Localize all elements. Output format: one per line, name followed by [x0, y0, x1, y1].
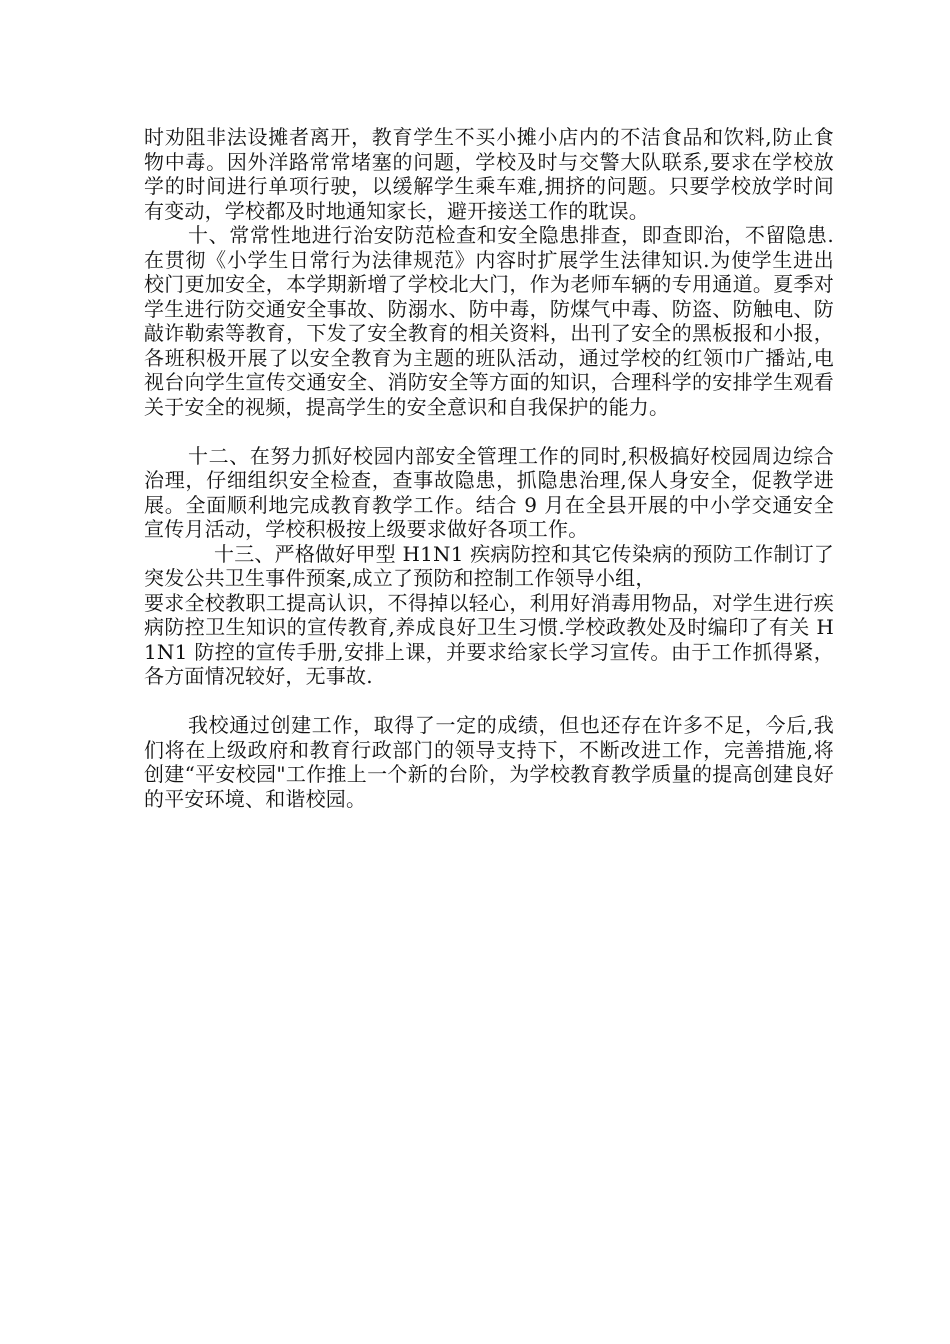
paragraph-conclusion: 我校通过创建工作，取得了一定的成绩，但也还存在许多不足，今后,我们将在上级政府和教育行政部门的领导支持下，不断改进工作，完善措施,将创建“平安校园"工作推上一个新的台阶，为学校教育教学质量的提高创建良好的平安环境、和谐校园。 — [144, 713, 834, 811]
paragraph-item-thirteen-continued: 要求全校教职工提高认识，不得掉以轻心，利用好消毒用物品，对学生进行疾病防控卫生知识的宣传教育,养成良好卫生习惯.学校政教处及时编印了有关 H1N1 防控的宣传手册,安排上课，并要求给家长学习宣传。由于工作抓得紧，各方面情况较好，无事故. — [144, 590, 834, 688]
paragraph-item-thirteen: 十三、严格做好甲型 H1N1 疾病防控和其它传染病的预防工作制订了突发公共卫生事件预案,成立了预防和控制工作领导小组， — [144, 541, 834, 590]
paragraph-continuation: 时劝阻非法设摊者离开，教育学生不买小摊小店内的不洁食品和饮料,防止食物中毒。因外洋路常常堵塞的问题，学校及时与交警大队联系,要求在学校放学的时间进行单项行驶，以缓解学生乘车难,拥挤的问题。只要学校放学时间有变动，学校都及时地通知家长，避开接送工作的耽误。 — [144, 125, 834, 223]
document-body — [144, 125, 834, 811]
paragraph-spacer — [144, 419, 834, 444]
paragraph-item-twelve: 十二、在努力抓好校园内部安全管理工作的同时,积极搞好校园周边综合治理，仔细组织安全检查，查事故隐患，抓隐患治理,保人身安全，促教学进展。全面顺利地完成教育教学工作。结合 9 月在全县开展的中小学交通安全宣传月活动，学校积极按上级要求做好各项工作。 — [144, 443, 834, 541]
paragraph-item-ten: 十、常常性地进行治安防范检查和安全隐患排查，即查即治，不留隐患.在贯彻《小学生日常行为法律规范》内容时扩展学生法律知识.为使学生进出校门更加安全，本学期新增了学校北大门，作为老师车辆的专用通道。夏季对学生进行防交通安全事故、防溺水、防中毒，防煤气中毒、防盗、防触电、防敲诈勒索等教育，下发了安全教育的相关资料，出刊了安全的黑板报和小报，各班积极开展了以安全教育为主题的班队活动，通过学校的红领巾广播站,电视台向学生宣传交通安全、消防安全等方面的知识，合理科学的安排学生观看关于安全的视频，提高学生的安全意识和自我保护的能力。 — [144, 223, 834, 419]
paragraph-spacer — [144, 689, 834, 714]
